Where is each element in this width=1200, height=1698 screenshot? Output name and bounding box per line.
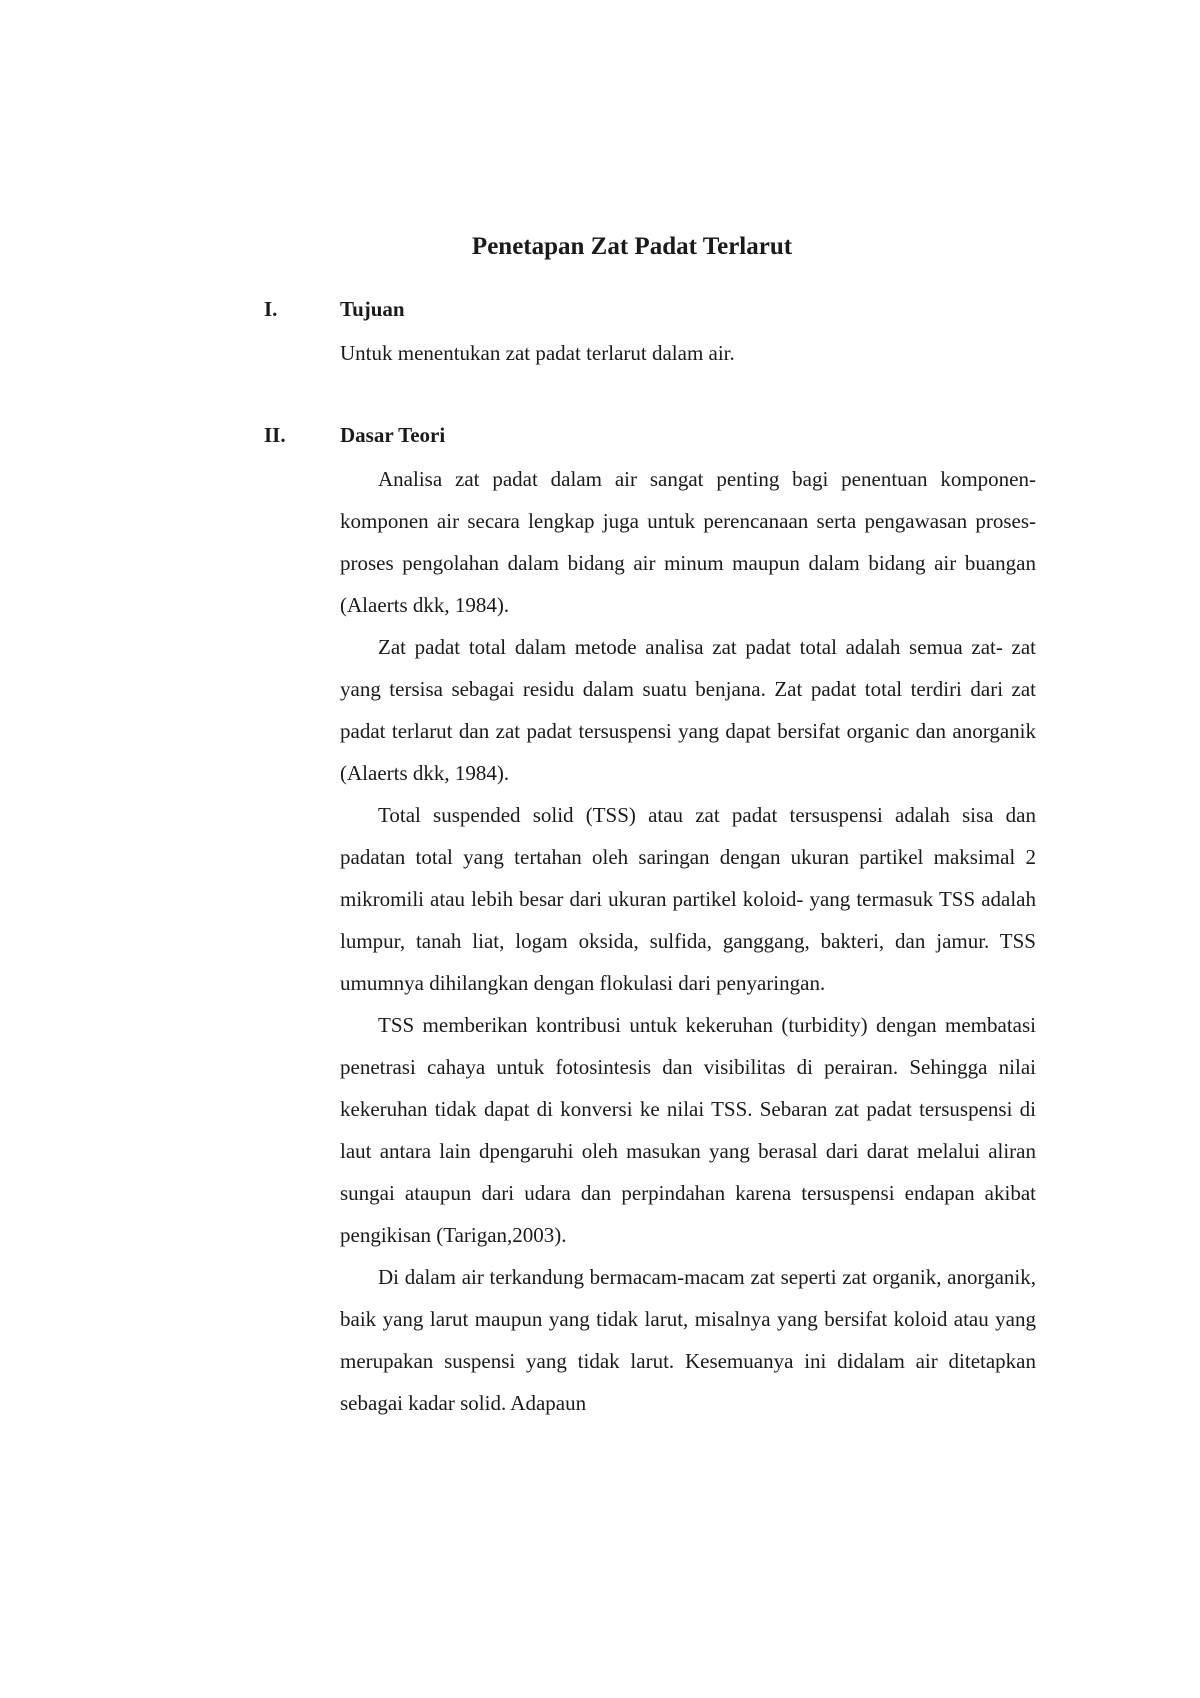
section-tujuan xyxy=(264,294,1036,374)
paragraph: Di dalam air terkandung bermacam-macam zat seperti zat organik, anorganik, baik yang larut maupun yang tidak larut, misalnya yang bersifat koloid atau yang merupakan suspensi yang tidak larut. Kesemuanya ini didalam air ditetapkan sebagai kadar solid. Adapaun xyxy=(340,1265,1036,1415)
document-title: Penetapan Zat Padat Terlarut xyxy=(471,233,793,260)
section-body xyxy=(340,458,1036,1424)
section-heading xyxy=(264,420,1036,450)
section-number: I. xyxy=(264,297,278,321)
section-number: II. xyxy=(264,423,286,447)
purpose-text: Untuk menentukan zat padat terlarut dalam air. xyxy=(340,341,735,365)
section-title: Dasar Teori xyxy=(340,423,446,447)
section-heading xyxy=(264,294,1036,324)
section-title: Tujuan xyxy=(340,297,405,321)
paragraph: Total suspended solid (TSS) atau zat padat tersuspensi adalah sisa dan padatan total yang tertahan oleh saringan dengan ukuran partikel maksimal 2 mikromili atau lebih besar dari ukuran partikel koloid- yang termasuk TSS adalah lumpur, tanah liat, logam oksida, sulfida, ganggang, bakteri, dan jamur. TSS umumnya dihilangkan dengan flokulasi dari penyaringan. xyxy=(340,803,1036,995)
paragraph: Analisa zat padat dalam air sangat penting bagi penentuan komponen- komponen air secara lengkap juga untuk perencanaan serta pengawasan proses- proses pengolahan dalam bidang air minum maupun dalam bidang air buangan (Alaerts dkk, 1984). xyxy=(340,467,1036,617)
paragraph: TSS memberikan kontribusi untuk kekeruhan (turbidity) dengan membatasi penetrasi cahaya untuk fotosintesis dan visibilitas di perairan. Sehingga nilai kekeruhan tidak dapat di konversi ke nilai TSS. Sebaran zat padat tersuspensi di laut antara lain dpengaruhi oleh masukan yang berasal dari darat melalui aliran sungai ataupun dari udara dan perpindahan karena tersuspensi endapan akibat pengikisan (Tarigan,2003). xyxy=(340,1013,1036,1247)
section-body xyxy=(340,332,1036,374)
paragraph: Zat padat total dalam metode analisa zat padat total adalah semua zat- zat yang tersisa sebagai residu dalam suatu benjana. Zat padat total terdiri dari zat padat terlarut dan zat padat tersuspensi yang dapat bersifat organic dan anorganik (Alaerts dkk, 1984). xyxy=(340,635,1036,785)
section-dasar-teori xyxy=(264,420,1036,1424)
